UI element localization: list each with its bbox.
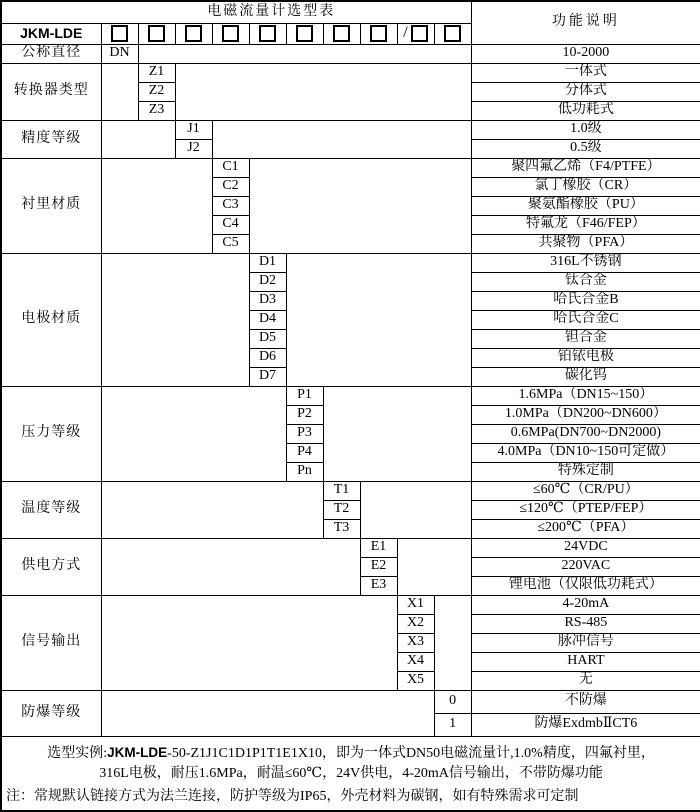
empty-cell — [101, 386, 286, 481]
empty-cell — [101, 63, 138, 120]
desc-cell: 哈氏合金C — [471, 310, 700, 329]
code-cell: D7 — [249, 367, 286, 386]
empty-cell — [101, 481, 323, 538]
empty-cell — [138, 44, 471, 63]
code-cell: X2 — [397, 614, 434, 633]
code-box-cell — [323, 23, 360, 44]
code-cell: C3 — [212, 196, 249, 215]
code-cell: DN — [101, 44, 138, 63]
desc-cell: ≤120℃（PTEP/FEP） — [471, 500, 700, 519]
empty-cell — [249, 158, 471, 253]
empty-cell — [175, 63, 471, 120]
code-cell: Pn — [286, 462, 323, 481]
section-label-power-supply: 供电方式 — [1, 538, 101, 595]
code-cell: 1 — [434, 713, 471, 736]
checkbox-icon — [111, 25, 128, 42]
desc-cell: 共聚物（PFA） — [471, 234, 700, 253]
footer-notes — [1, 736, 700, 811]
desc-cell: RS-485 — [471, 614, 700, 633]
section-label-explosion-proof: 防爆等级 — [1, 690, 101, 736]
code-cell: C5 — [212, 234, 249, 253]
desc-cell: 聚四氟乙烯（F4/PTFE） — [471, 158, 700, 177]
code-box-cell — [138, 23, 175, 44]
code-cell: Z1 — [138, 63, 175, 82]
empty-cell — [323, 386, 471, 481]
code-cell: E1 — [360, 538, 397, 557]
empty-cell — [101, 538, 360, 595]
function-column-header: 功能说明 — [471, 1, 700, 44]
section-label-diameter: 公称直径 — [1, 44, 101, 63]
desc-cell: 特氟龙（F46/FEP） — [471, 215, 700, 234]
desc-cell: 不防爆 — [471, 690, 700, 713]
section-label-pressure: 压力等级 — [1, 386, 101, 481]
desc-cell: 脉冲信号 — [471, 633, 700, 652]
checkbox-icon — [259, 25, 276, 42]
table-title: 电磁流量计选型表 — [1, 1, 471, 23]
code-cell: D4 — [249, 310, 286, 329]
code-box-cell — [360, 23, 397, 44]
desc-cell: 氯丁橡胶（CR） — [471, 177, 700, 196]
code-box-cell — [286, 23, 323, 44]
code-cell: C4 — [212, 215, 249, 234]
desc-cell: 1.0级 — [471, 120, 700, 139]
code-cell: T2 — [323, 500, 360, 519]
empty-cell — [101, 120, 175, 158]
desc-cell: 10-2000 — [471, 44, 700, 63]
checkbox-icon — [444, 25, 461, 42]
empty-cell — [434, 595, 471, 690]
empty-cell — [212, 120, 471, 158]
desc-cell: 防爆ExdmbⅡCT6 — [471, 713, 700, 736]
example-text — [2, 740, 700, 785]
desc-cell: 无 — [471, 671, 700, 690]
empty-cell — [101, 690, 434, 736]
desc-cell: 0.5级 — [471, 139, 700, 158]
code-box-cell — [212, 23, 249, 44]
code-cell: P4 — [286, 443, 323, 462]
code-cell: D6 — [249, 348, 286, 367]
desc-cell: 一体式 — [471, 63, 700, 82]
code-cell: T1 — [323, 481, 360, 500]
desc-cell: 特殊定制 — [471, 462, 700, 481]
desc-cell: 316L不锈钢 — [471, 253, 700, 272]
code-cell: D3 — [249, 291, 286, 310]
code-cell: D1 — [249, 253, 286, 272]
example-prefix: 选型实例: — [47, 745, 108, 761]
code-cell: J1 — [175, 120, 212, 139]
code-cell: E3 — [360, 576, 397, 595]
code-box-cell — [101, 23, 138, 44]
code-cell: D2 — [249, 272, 286, 291]
code-cell: Z2 — [138, 82, 175, 101]
section-label-temperature: 温度等级 — [1, 481, 101, 538]
checkbox-icon — [296, 25, 313, 42]
checkbox-icon — [333, 25, 350, 42]
section-label-signal-output: 信号输出 — [1, 595, 101, 690]
desc-cell: 钽合金 — [471, 329, 700, 348]
empty-cell — [101, 158, 212, 253]
example-rest: -50-Z1J1C1D1P1T1E1X10，即为一体式DN50电磁流量计,1.0%精度，四氟衬里， — [167, 745, 655, 761]
desc-cell: ≤60℃（CR/PU） — [471, 481, 700, 500]
desc-cell: 聚氨酯橡胶（PU） — [471, 196, 700, 215]
checkbox-icon — [148, 25, 165, 42]
code-cell: P1 — [286, 386, 323, 405]
desc-cell: 220VAC — [471, 557, 700, 576]
desc-cell: 钛合金 — [471, 272, 700, 291]
section-label-accuracy: 精度等级 — [1, 120, 101, 158]
desc-cell: 24VDC — [471, 538, 700, 557]
example-model: JKM-LDE — [107, 744, 168, 760]
code-cell: X5 — [397, 671, 434, 690]
code-cell: X1 — [397, 595, 434, 614]
empty-cell — [101, 595, 397, 690]
empty-cell — [286, 253, 471, 386]
code-box-cell-slash — [397, 23, 434, 44]
desc-cell: 1.6MPa（DN15~150） — [471, 386, 700, 405]
code-box-cell — [249, 23, 286, 44]
section-label-electrode-material: 电极材质 — [1, 253, 101, 386]
code-cell: Z3 — [138, 101, 175, 120]
checkbox-icon — [185, 25, 202, 42]
empty-cell — [397, 538, 471, 595]
empty-cell — [101, 253, 249, 386]
code-cell: T3 — [323, 519, 360, 538]
desc-cell: ≤200℃（PFA） — [471, 519, 700, 538]
note-text: 注：常规默认链接方式为法兰连接，防护等级为IP65，外壳材料为碳钢，如有特殊需求可定制 — [6, 788, 579, 804]
empty-cell — [360, 481, 471, 538]
code-cell: D5 — [249, 329, 286, 348]
checkbox-icon — [222, 25, 239, 42]
code-cell: P2 — [286, 405, 323, 424]
code-cell: C1 — [212, 158, 249, 177]
model-prefix: JKM-LDE — [1, 23, 101, 44]
code-cell: E2 — [360, 557, 397, 576]
desc-cell: 低功耗式 — [471, 101, 700, 120]
code-box-cell — [175, 23, 212, 44]
desc-cell: 4-20mA — [471, 595, 700, 614]
code-cell: P3 — [286, 424, 323, 443]
example-line2: 316L电极，耐压1.6MPa，耐温≤60℃，24V供电，4-20mA信号输出，不带防爆功能 — [99, 766, 603, 782]
checkbox-icon — [411, 25, 428, 42]
code-cell: X4 — [397, 652, 434, 671]
section-label-lining-material: 衬里材质 — [1, 158, 101, 253]
desc-cell: 分体式 — [471, 82, 700, 101]
desc-cell: 1.0MPa（DN200~DN600） — [471, 405, 700, 424]
desc-cell: 锂电池（仅限低功耗式） — [471, 576, 700, 595]
desc-cell: 0.6MPa(DN700~DN2000) — [471, 424, 700, 443]
code-cell: X3 — [397, 633, 434, 652]
desc-cell: 哈氏合金B — [471, 291, 700, 310]
section-label-converter-type: 转换器类型 — [1, 63, 101, 120]
slash-separator: / — [403, 24, 408, 42]
desc-cell: 碳化钨 — [471, 367, 700, 386]
code-box-cell — [434, 23, 471, 44]
code-cell: J2 — [175, 139, 212, 158]
desc-cell: 铂铱电极 — [471, 348, 700, 367]
checkbox-icon — [370, 25, 387, 42]
code-cell: 0 — [434, 690, 471, 713]
code-cell: C2 — [212, 177, 249, 196]
desc-cell: HART — [471, 652, 700, 671]
desc-cell: 4.0MPa（DN10~150可定做） — [471, 443, 700, 462]
